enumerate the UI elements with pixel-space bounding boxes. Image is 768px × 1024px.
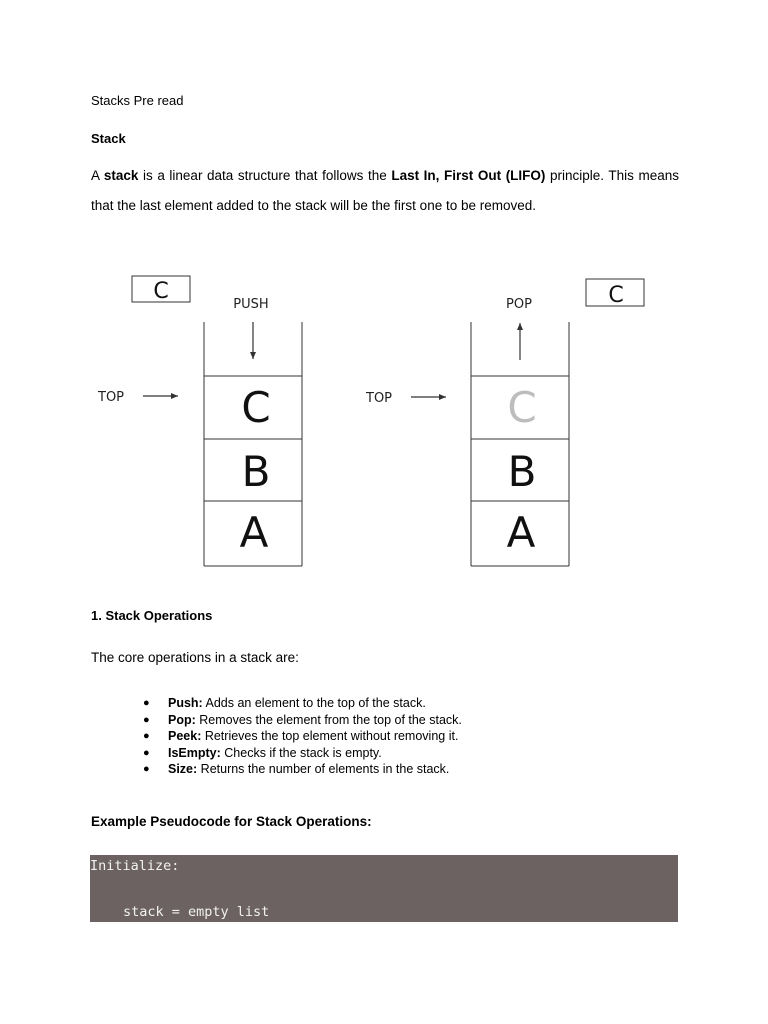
push-incoming-box	[132, 276, 190, 302]
push-item-c: C	[241, 383, 271, 432]
operation-name: IsEmpty:	[168, 745, 221, 760]
list-item	[143, 728, 462, 745]
pop-item-b: B	[507, 447, 537, 496]
code-line: stack = empty list	[123, 904, 270, 920]
intro-paragraph	[91, 161, 679, 221]
code-block	[90, 855, 678, 922]
push-stack-diagram	[97, 276, 302, 566]
pop-outgoing-box	[586, 279, 644, 306]
list-item	[143, 695, 462, 712]
term-stack: stack	[103, 168, 139, 183]
operation-name: Push:	[168, 696, 203, 710]
intro-text-1: A	[91, 168, 104, 183]
bullet-icon: ●	[143, 746, 150, 759]
pop-stack-diagram	[365, 279, 644, 566]
pop-item-a: A	[506, 508, 536, 557]
pop-top-label: TOP	[366, 391, 393, 406]
push-item-b: B	[241, 447, 271, 496]
pop-label: POP	[506, 297, 532, 312]
doc-title: Stacks Pre read	[91, 93, 184, 108]
intro-text-2: is a linear data structure that follows the	[138, 168, 392, 183]
term-lifo: Last In, First Out (LIFO)	[391, 168, 546, 183]
list-item	[143, 712, 462, 729]
operation-name: Peek:	[168, 729, 202, 743]
push-top-label: TOP	[98, 390, 125, 405]
operation-name: Size:	[168, 762, 198, 776]
operation-desc: Checks if the stack is empty.	[220, 745, 382, 760]
intro-text-3: principle. This means that the last element added to the stack will be the first one to be removed.	[91, 168, 680, 213]
operation-desc: Adds an element to the top of the stack.	[202, 696, 426, 710]
pseudocode-heading: Example Pseudocode for Stack Operations:	[91, 814, 372, 829]
section-heading-stack: Stack	[91, 131, 126, 146]
operation-name: Pop:	[168, 712, 196, 727]
operation-desc: Returns the number of elements in the stack.	[197, 762, 450, 776]
pop-item-c-faded: C	[507, 383, 537, 432]
push-incoming-item: C	[153, 279, 169, 304]
list-item	[143, 745, 462, 762]
operations-heading: 1. Stack Operations	[91, 608, 213, 623]
pop-outgoing-item: C	[608, 283, 624, 308]
operation-desc: Retrieves the top element without removing it.	[201, 729, 459, 743]
operations-intro: The core operations in a stack are:	[91, 650, 299, 665]
operations-list	[143, 695, 462, 778]
code-line: Initialize:	[90, 858, 180, 874]
bullet-icon: ●	[143, 763, 150, 775]
bullet-icon: ●	[143, 713, 150, 726]
operation-desc: Removes the element from the top of the stack.	[195, 712, 462, 727]
bullet-icon: ●	[143, 730, 150, 742]
push-item-a: A	[239, 508, 269, 557]
list-item	[143, 761, 462, 778]
bullet-icon: ●	[143, 697, 150, 709]
push-label: PUSH	[233, 297, 269, 312]
